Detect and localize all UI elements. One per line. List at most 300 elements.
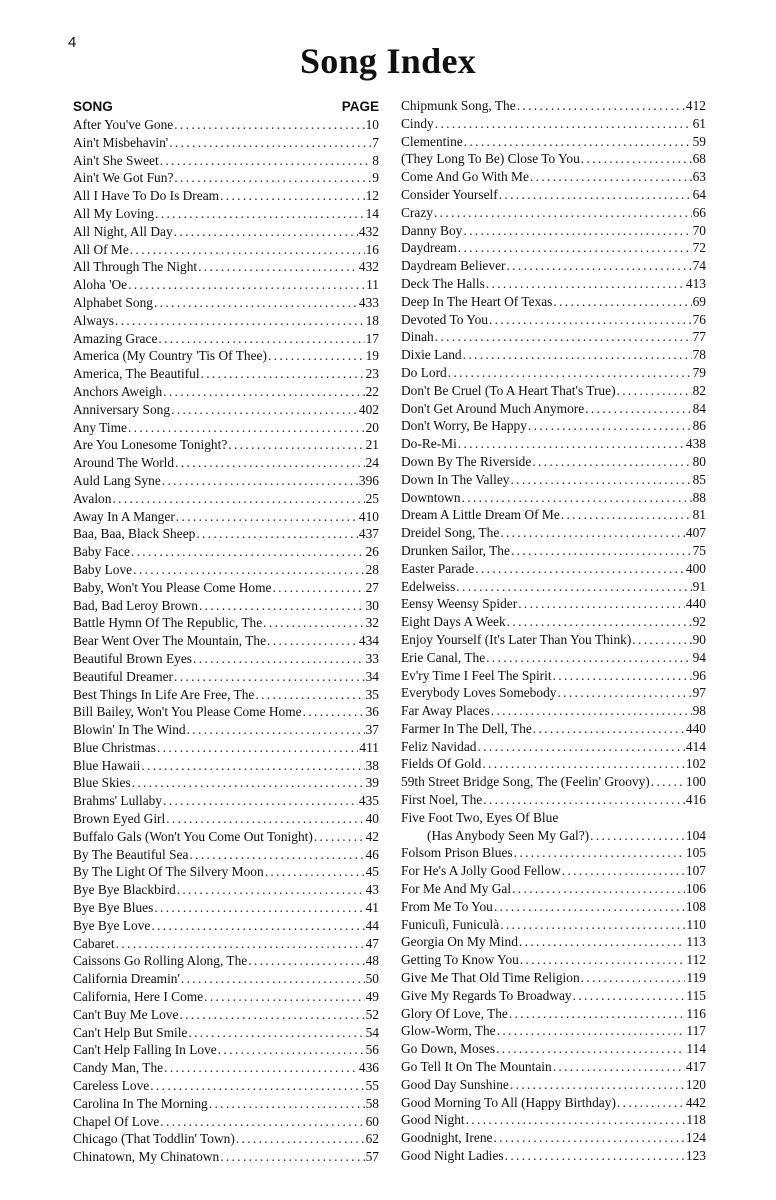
song-title: Can't Help But Smile (73, 1024, 188, 1040)
song-title: Far Away Places (401, 703, 490, 719)
page-ref: 81 (692, 507, 706, 523)
song-title: Go Tell It On The Mountain (401, 1059, 552, 1075)
page-ref: 26 (365, 544, 379, 560)
dot-leader (435, 328, 692, 346)
page-ref: 119 (686, 970, 706, 986)
dot-leader (532, 453, 691, 471)
page-ref: 34 (365, 668, 379, 684)
page-ref: 432 (358, 259, 379, 275)
dot-leader (160, 1113, 364, 1131)
song-title: All Night, All Day (73, 223, 173, 239)
song-title: America, The Beautiful (73, 366, 200, 382)
page-ref: 440 (685, 596, 706, 612)
dot-leader (632, 631, 691, 649)
song-title: Dreidel Song, The (401, 525, 500, 541)
page-ref: 77 (692, 329, 706, 345)
dot-leader (201, 365, 365, 383)
index-entry (401, 346, 706, 364)
song-title: Chicago (That Toddlin' Town) (73, 1131, 235, 1147)
song-title: Getting To Know You (401, 952, 519, 968)
song-title: Are You Lonesome Tonight? (73, 437, 228, 453)
song-title: Georgia On My Mind (401, 934, 518, 950)
dot-leader (265, 863, 365, 881)
dot-leader (458, 435, 685, 453)
dot-leader (174, 169, 371, 187)
dot-leader (528, 417, 692, 435)
dot-leader (130, 241, 365, 259)
song-title: Beautiful Brown Eyes (73, 650, 193, 666)
index-entry (401, 275, 706, 293)
page-ref: 416 (685, 792, 706, 808)
dot-leader (155, 205, 365, 223)
page-ref: 92 (692, 614, 706, 630)
index-entry (73, 757, 379, 775)
page-ref: 98 (692, 703, 706, 719)
page-ref: 8 (372, 152, 379, 168)
page-ref: 105 (685, 845, 706, 861)
page-ref: 59 (692, 133, 706, 149)
dot-leader (198, 258, 358, 276)
dot-leader (162, 472, 358, 490)
index-entry (73, 792, 379, 810)
index-entry (401, 1094, 706, 1112)
index-entry (401, 489, 706, 507)
song-title: Enjoy Yourself (It's Later Than You Think) (401, 631, 632, 647)
page-ref: 49 (365, 989, 379, 1005)
page-ref: 400 (685, 560, 706, 576)
song-title: Go Down, Moses (401, 1041, 496, 1057)
song-title: Bill Bailey, Won't You Please Come Home (73, 704, 302, 720)
dot-leader (157, 739, 358, 757)
song-title: By The Beautiful Sea (73, 846, 189, 862)
page-ref: 410 (358, 508, 379, 524)
index-entry (73, 1024, 379, 1042)
dot-leader (175, 454, 365, 472)
index-entry (73, 169, 379, 187)
index-entry (401, 186, 706, 204)
song-title: Baby Face (73, 544, 130, 560)
index-column-left (73, 97, 379, 1166)
dot-leader (500, 524, 685, 542)
index-entry (73, 1006, 379, 1024)
dot-leader (499, 186, 692, 204)
page-ref: 94 (692, 649, 706, 665)
index-entry (73, 597, 379, 615)
page-ref: 102 (685, 756, 706, 772)
dot-leader (463, 222, 691, 240)
index-entry (73, 686, 379, 704)
page-ref: 435 (358, 793, 379, 809)
index-entry (401, 809, 706, 827)
dot-leader (553, 293, 691, 311)
page-ref: 74 (692, 258, 706, 274)
index-entry (401, 311, 706, 329)
song-title: Aloha 'Oe (73, 277, 128, 293)
index-entry (73, 436, 379, 454)
index-entry (73, 721, 379, 739)
dot-leader (128, 419, 365, 437)
page-ref: 76 (692, 311, 706, 327)
dot-leader (204, 988, 364, 1006)
index-entry (401, 328, 706, 346)
page-ref: 106 (685, 881, 706, 897)
index-entry (401, 471, 706, 489)
dot-leader (562, 862, 685, 880)
index-entry (401, 684, 706, 702)
song-title: Chinatown, My Chinatown (73, 1149, 220, 1165)
index-entry (73, 881, 379, 899)
page-ref: 9 (372, 170, 379, 186)
song-title: Dream A Little Dream Of Me (401, 507, 560, 523)
dot-leader (456, 578, 691, 596)
song-title: Fields Of Gold (401, 756, 482, 772)
song-title: California Dreamin' (73, 971, 180, 987)
index-entry (73, 1130, 379, 1148)
song-title: Goodnight, Irene (401, 1130, 493, 1146)
song-title: Good Morning To All (Happy Birthday) (401, 1094, 616, 1110)
dot-leader (228, 436, 364, 454)
dot-leader (435, 115, 692, 133)
song-title: Auld Lang Syne (73, 472, 161, 488)
page-number: 4 (68, 34, 77, 51)
page-ref: 12 (365, 188, 379, 204)
index-entries-right (401, 97, 706, 1165)
song-title: Drunken Sailor, The (401, 542, 510, 558)
index-entry (401, 382, 706, 400)
song-title: Bear Went Over The Mountain, The (73, 633, 267, 649)
dot-leader (174, 116, 364, 134)
song-title: Good Day Sunshine (401, 1076, 509, 1092)
dot-leader (267, 632, 358, 650)
page-ref: 417 (685, 1059, 706, 1075)
dot-leader (496, 1040, 685, 1058)
song-title: Good Night (401, 1112, 465, 1128)
dot-leader (188, 1024, 364, 1042)
dot-leader (263, 614, 364, 632)
page-ref: 22 (365, 383, 379, 399)
song-title: Daydream (401, 240, 457, 256)
index-entry (73, 365, 379, 383)
page-ref: 85 (692, 471, 706, 487)
dot-leader (463, 346, 692, 364)
song-title: Don't Be Cruel (To A Heart That's True) (401, 382, 616, 398)
index-entry (401, 560, 706, 578)
dot-leader (509, 1005, 686, 1023)
dot-leader (189, 846, 364, 864)
dot-leader (519, 933, 685, 951)
song-title: All My Loving (73, 205, 155, 221)
index-entry (401, 755, 706, 773)
index-entry (401, 204, 706, 222)
dot-leader (116, 935, 365, 953)
song-title: After You've Gone (73, 117, 174, 132)
song-title: Brahms' Lullaby (73, 793, 163, 809)
song-title: Blowin' In The Wind (73, 722, 186, 738)
dot-leader (458, 239, 692, 257)
page-ref: 25 (365, 490, 379, 506)
song-title: Best Things In Life Are Free, The (73, 686, 255, 702)
song-title: Dinah (401, 329, 434, 345)
index-entry (401, 595, 706, 613)
dot-leader (507, 613, 692, 631)
page-ref: 24 (365, 455, 379, 471)
dot-leader (115, 312, 365, 330)
song-title: Good Night Ladies (401, 1148, 504, 1164)
index-entry (73, 899, 379, 917)
page-ref: 114 (686, 1041, 706, 1057)
page-ref: 42 (365, 828, 379, 844)
index-entry (401, 1111, 706, 1129)
index-entry (401, 239, 706, 257)
dot-leader (268, 347, 365, 365)
index-entry (73, 952, 379, 970)
page-ref: 104 (685, 827, 706, 843)
index-entry (401, 222, 706, 240)
page-ref: 75 (692, 542, 706, 558)
page-ref: 123 (685, 1148, 706, 1164)
song-title: Don't Get Around Much Anymore (401, 400, 585, 416)
index-entry (401, 649, 706, 667)
page-ref: 112 (686, 952, 706, 968)
page-ref: 23 (365, 366, 379, 382)
song-title: Eensy Weensy Spider (401, 596, 518, 612)
index-entry (401, 738, 706, 756)
song-title: First Noel, The (401, 792, 483, 808)
song-title: Glow-Worm, The (401, 1023, 496, 1039)
dot-leader (314, 828, 365, 846)
dot-leader (154, 899, 364, 917)
dot-leader (131, 543, 365, 561)
dot-leader (506, 257, 691, 275)
dot-leader (199, 597, 365, 615)
song-title: Cindy (401, 115, 434, 131)
song-title: Brown Eyed Girl (73, 811, 166, 827)
page-ref: 20 (365, 419, 379, 435)
index-entry (73, 1095, 379, 1113)
index-entries-left (73, 116, 379, 1166)
page-ref: 80 (692, 453, 706, 469)
index-entry (401, 827, 706, 845)
index-entry (73, 312, 379, 330)
dot-leader (209, 1095, 365, 1113)
page-ref: 60 (365, 1113, 379, 1129)
song-title: Farmer In The Dell, The (401, 720, 532, 736)
page-ref: 433 (358, 294, 379, 310)
song-title: Baa, Baa, Black Sheep (73, 526, 196, 542)
dot-leader (128, 276, 365, 294)
dot-leader (553, 667, 692, 685)
dot-leader (489, 311, 692, 329)
page-ref: 55 (365, 1078, 379, 1094)
dot-leader (493, 1129, 684, 1147)
page-ref: 44 (365, 917, 379, 933)
dot-leader (475, 560, 685, 578)
song-title: Chipmunk Song, The (401, 98, 516, 113)
dot-leader (255, 686, 364, 704)
page-ref: 115 (686, 987, 706, 1003)
page-ref: 411 (359, 739, 379, 755)
song-header: SONG (73, 99, 113, 114)
index-entry (73, 739, 379, 757)
dot-leader (181, 970, 365, 988)
dot-leader (617, 382, 692, 400)
page-ref: 118 (686, 1112, 706, 1128)
page-ref: 46 (365, 846, 379, 862)
index-entry (73, 347, 379, 365)
index-entry (73, 472, 379, 490)
dot-leader (514, 844, 685, 862)
index-entry (73, 810, 379, 828)
song-title: Give Me That Old Time Religion (401, 970, 580, 986)
page-ref: 97 (692, 685, 706, 701)
index-entry (73, 490, 379, 508)
song-title: Blue Christmas (73, 739, 156, 755)
song-title: All Of Me (73, 241, 129, 257)
song-title: Deep In The Heart Of Texas (401, 293, 553, 309)
dot-leader (171, 401, 358, 419)
page-ref: 108 (685, 898, 706, 914)
page-ref: 63 (692, 169, 706, 185)
song-title: Deck The Halls (401, 275, 485, 291)
index-entry (73, 152, 379, 170)
page-ref: 17 (365, 330, 379, 346)
page-ref: 10 (365, 117, 379, 132)
page-ref: 432 (358, 223, 379, 239)
dot-leader (517, 97, 685, 115)
dot-leader (163, 792, 358, 810)
page-ref: 52 (365, 1006, 379, 1022)
index-entry (401, 951, 706, 969)
song-title: Avalon (73, 490, 112, 506)
dot-leader (590, 827, 685, 845)
dot-leader (581, 150, 692, 168)
song-title: Can't Buy Me Love (73, 1006, 179, 1022)
index-entry (73, 1059, 379, 1077)
index-entry (401, 542, 706, 560)
index-entry (73, 223, 379, 241)
index-entry (401, 453, 706, 471)
index-entry (73, 828, 379, 846)
index-entry (73, 383, 379, 401)
song-title: Daydream Believer (401, 258, 506, 274)
dot-leader (151, 917, 364, 935)
index-entry (73, 294, 379, 312)
index-entry (73, 205, 379, 223)
song-title: Battle Hymn Of The Republic, The (73, 615, 263, 631)
song-title: Funiculì, Funiculà (401, 916, 500, 932)
index-entry (401, 631, 706, 649)
page-ref: 86 (692, 418, 706, 434)
index-entry (401, 133, 706, 151)
page-ref: 124 (685, 1130, 706, 1146)
song-title: Baby Love (73, 561, 133, 577)
page-ref: 39 (365, 775, 379, 791)
index-entry (73, 917, 379, 935)
dot-leader (218, 1041, 365, 1059)
dot-leader (236, 1130, 365, 1148)
song-title: Do-Re-Mi (401, 436, 457, 452)
dot-leader (617, 1094, 685, 1112)
dot-leader (220, 187, 365, 205)
dot-leader (497, 1022, 686, 1040)
index-entry (73, 543, 379, 561)
dot-leader (132, 774, 365, 792)
song-title: Everybody Loves Somebody (401, 685, 557, 701)
index-entry (401, 1040, 706, 1058)
index-entry (401, 667, 706, 685)
index-entry (401, 862, 706, 880)
dot-leader (533, 720, 685, 738)
song-title: Easter Parade (401, 560, 475, 576)
index-entry (73, 525, 379, 543)
page-ref: 116 (686, 1005, 706, 1021)
dot-leader (512, 880, 685, 898)
dot-leader (158, 330, 364, 348)
page-ref: 402 (358, 401, 379, 417)
page-ref: 21 (365, 437, 379, 453)
dot-leader (133, 561, 364, 579)
song-title: For He's A Jolly Good Fellow (401, 863, 561, 879)
page-ref: 27 (365, 579, 379, 595)
page-ref: 69 (692, 293, 706, 309)
page-ref: 82 (692, 382, 706, 398)
dot-leader (553, 1058, 685, 1076)
page-ref: 113 (686, 934, 706, 950)
song-title: Erie Canal, The (401, 649, 486, 665)
page-ref: 434 (358, 633, 379, 649)
page-ref: 440 (685, 720, 706, 736)
dot-leader (491, 702, 692, 720)
dot-leader (164, 1059, 358, 1077)
index-entry (401, 1129, 706, 1147)
index-entry (73, 1041, 379, 1059)
index-entry (73, 650, 379, 668)
index-entry (73, 401, 379, 419)
index-entry (73, 988, 379, 1006)
index-entry (73, 703, 379, 721)
song-title: America (My Country 'Tis Of Thee) (73, 348, 267, 364)
page-ref: 78 (692, 347, 706, 363)
dot-leader (303, 703, 365, 721)
index-entry (401, 506, 706, 524)
song-title: Amazing Grace (73, 330, 158, 346)
page-ref: 33 (365, 650, 379, 666)
page-ref: 442 (685, 1094, 706, 1110)
dot-leader (434, 204, 692, 222)
dot-leader (530, 168, 692, 186)
dot-leader (112, 490, 364, 508)
index-entry (73, 241, 379, 259)
index-entry (73, 668, 379, 686)
index-entry (401, 773, 706, 791)
song-title: Anchors Aweigh (73, 383, 163, 399)
index-entry (401, 168, 706, 186)
song-title: 59th Street Bridge Song, The (Feelin' Groovy) (401, 774, 650, 790)
song-title: For Me And My Gal (401, 881, 512, 897)
page-title: Song Index (299, 41, 477, 81)
index-entry (73, 1148, 379, 1166)
song-title: From Me To You (401, 898, 493, 914)
index-entry (73, 863, 379, 881)
index-entry (73, 419, 379, 437)
index-entry (73, 258, 379, 276)
song-title: Glory Of Love, The (401, 1005, 508, 1021)
page-ref: 413 (685, 275, 706, 291)
dot-leader (486, 275, 685, 293)
dot-leader (511, 542, 692, 560)
index-entry (73, 330, 379, 348)
page-ref: 62 (365, 1131, 379, 1147)
